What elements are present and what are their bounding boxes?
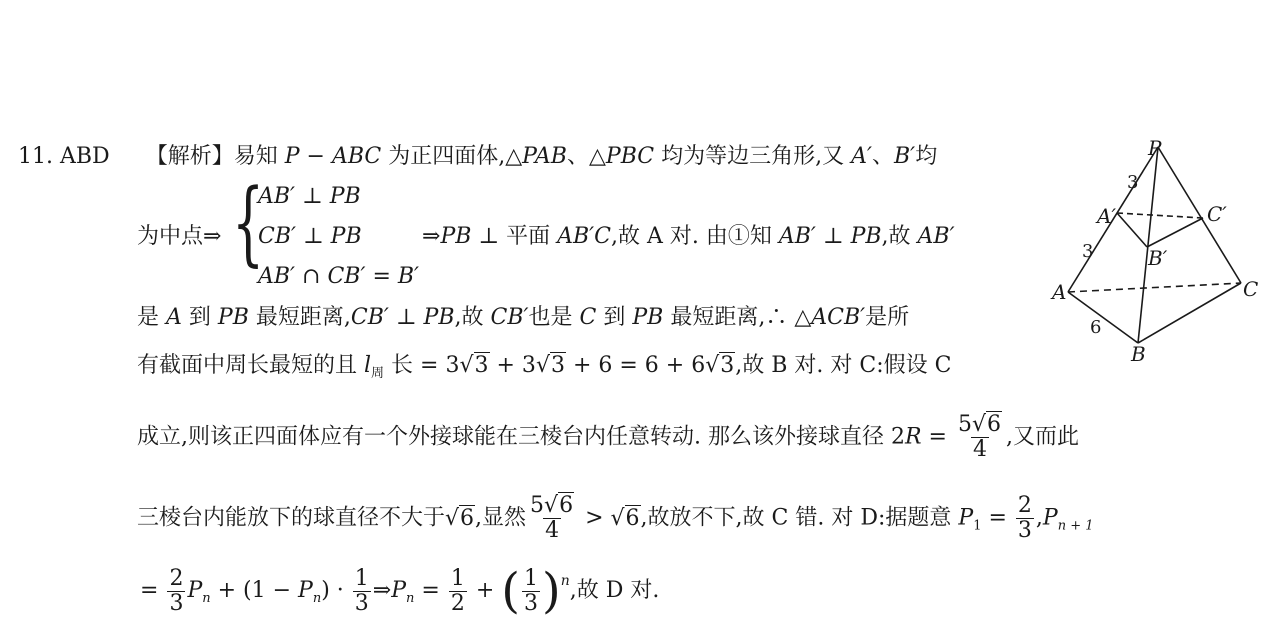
fraction: [167, 567, 185, 616]
subscript: n: [312, 591, 322, 606]
math-segment: PBC: [605, 144, 655, 169]
system-brace: {: [232, 169, 265, 276]
text-segment: +: [468, 578, 502, 603]
subscript: 1: [973, 518, 982, 534]
system-eq-3: AB′ ∩ CB′ = B′: [258, 264, 420, 289]
right-paren: ): [542, 563, 561, 619]
left-paren: (: [501, 563, 520, 619]
radicand: 3: [720, 353, 735, 378]
text-segment: ,: [1035, 505, 1043, 531]
fraction: $\frac{5√6}{4}$: [530, 493, 574, 543]
text-segment: ⊥ 平面: [471, 224, 558, 249]
math-segment: P: [187, 578, 203, 603]
subscript: n: [406, 591, 415, 606]
denominator: 4: [973, 437, 987, 462]
math-segment: PB: [632, 305, 664, 330]
radicand: 6: [460, 505, 475, 531]
text-segment: ,故 A 对. 由①知: [610, 224, 779, 249]
math-segment: P: [284, 144, 300, 169]
text-segment: 最短距离,∴ △: [663, 305, 812, 330]
text-segment: 成立,则该正四面体应有一个外接球能在三棱台内任意转动. 那么该外接球直径 2: [137, 424, 905, 450]
math-segment: AB′ ⊥ PB: [778, 224, 882, 249]
problem-line-4: [137, 351, 951, 389]
text-segment: =: [414, 578, 447, 603]
text-segment: =: [921, 424, 954, 450]
edge-PB: [1138, 147, 1158, 343]
text-segment: ⇒: [422, 224, 441, 249]
problem-line-3: [137, 303, 909, 333]
length-AprimeA: 3: [1082, 241, 1094, 262]
label-C: C: [1243, 277, 1259, 301]
superscript: n: [560, 573, 570, 589]
text-segment: 易知: [233, 144, 285, 169]
label-P: P: [1148, 136, 1162, 160]
denominator: 3: [354, 590, 369, 616]
math-segment: P: [298, 578, 313, 603]
denominator: 4: [545, 518, 560, 543]
math-segment: PB: [440, 224, 472, 249]
text-segment: ,故 D 对.: [569, 578, 660, 603]
text-segment: + 6 = 6 + 6: [565, 353, 706, 378]
sqrt: √3: [705, 353, 735, 378]
math-segment: l: [364, 353, 372, 378]
math-segment: P: [391, 578, 407, 603]
numerator: 1: [450, 565, 465, 591]
problem-line-1: [18, 142, 937, 172]
denominator: 3: [1017, 518, 1032, 543]
length-PAprime: 3: [1127, 172, 1139, 193]
label-A: A: [1052, 280, 1067, 304]
math-segment: R: [904, 424, 922, 450]
subscript: 周: [371, 366, 385, 381]
label-A-prime: A′: [1097, 204, 1116, 228]
text-segment: 三棱台内能放下的球直径不大于: [137, 505, 446, 531]
math-segment: P: [958, 505, 974, 531]
sqrt: √6: [445, 505, 475, 531]
text-segment: ,故: [454, 305, 491, 330]
text-segment: 、△: [566, 144, 606, 169]
numerator: 2: [1017, 493, 1032, 518]
fraction: [522, 567, 540, 616]
text-segment: ⇒: [372, 578, 392, 603]
text-segment: ,故: [881, 224, 918, 249]
edge-PC: [1158, 147, 1241, 283]
text-segment: 到: [596, 305, 633, 330]
radicand: 6: [625, 505, 640, 531]
math-segment: AB′C: [557, 224, 611, 249]
analysis-bracket: 【解析】: [145, 144, 234, 169]
math-segment: C: [579, 305, 597, 330]
text-segment: 均: [915, 144, 938, 169]
fraction: [1016, 494, 1034, 543]
edge-BprimeCprime: [1147, 218, 1203, 247]
numerator: 5: [957, 412, 972, 437]
text-segment: 长 = 3: [384, 353, 460, 378]
radicand: 6: [987, 412, 1002, 437]
edge-AprimeBprime: [1117, 213, 1147, 247]
denominator: 3: [169, 590, 184, 616]
problem-line-6: [137, 494, 1094, 543]
text-segment: 是: [137, 305, 166, 330]
text-segment: 均为等边三角形,又: [654, 144, 852, 169]
denominator: 3: [524, 590, 538, 616]
fraction: [353, 567, 371, 616]
text-segment: ,故 B 对. 对 C:假设 C: [735, 353, 952, 378]
numerator: 1: [524, 565, 538, 591]
edge-AprimeCprime-hidden: [1117, 213, 1203, 218]
text-segment: 、: [872, 144, 895, 169]
text-segment: 到: [181, 305, 218, 330]
label-C-prime: C′: [1207, 202, 1227, 226]
tetrahedron-figure: [1050, 135, 1265, 365]
text-segment: 也是: [528, 305, 580, 330]
text-segment: + 3: [489, 353, 536, 378]
text-segment: 有截面中周长最短的且: [137, 353, 364, 378]
numerator: 5: [530, 493, 545, 518]
text-segment: 为中点⇒: [137, 224, 222, 249]
text-segment: + (1 −: [210, 578, 299, 603]
subscript: n: [202, 591, 211, 606]
label-B: B: [1131, 342, 1146, 365]
radicand: 6: [559, 493, 574, 518]
fraction: [449, 567, 467, 616]
math-segment: PAB: [522, 144, 567, 169]
math-segment: −: [299, 144, 332, 169]
math-segment: CB′: [490, 305, 529, 330]
system-eq-2: CB′ ⊥ PB: [258, 224, 362, 249]
text-segment: ,故放不下,故 C 错. 对 D:据题意: [640, 505, 959, 531]
sqrt: √3: [535, 353, 565, 378]
problem-line-5: [137, 413, 1079, 462]
edge-AC-hidden: [1068, 283, 1241, 292]
system-eq-1: AB′ ⊥ PB: [258, 184, 361, 209]
numerator: 2: [169, 565, 184, 591]
math-segment: CB′ ⊥ PB: [350, 305, 455, 330]
length-AB: 6: [1090, 317, 1102, 338]
text-segment: >: [578, 505, 611, 531]
math-segment: P: [1042, 505, 1058, 531]
edge-BC: [1138, 283, 1241, 343]
radicand: 3: [550, 353, 565, 378]
math-segment: ACB′: [811, 305, 866, 330]
math-segment: AB′: [917, 224, 955, 249]
math-segment: ABC: [331, 144, 382, 169]
fraction: $\frac{5√6}{4}$: [957, 412, 1002, 462]
problem-line-2-rest: [422, 222, 955, 252]
sqrt: √6: [610, 505, 640, 531]
text-segment: 是所: [865, 305, 910, 330]
radicand: 3: [474, 353, 489, 378]
math-segment: B′: [894, 144, 916, 169]
text-segment: ,又而此: [1006, 424, 1080, 450]
subscript: n + 1: [1057, 518, 1094, 534]
label-B-prime: B′: [1148, 246, 1168, 270]
text-segment: ) ·: [321, 578, 351, 603]
sqrt: √3: [459, 353, 489, 378]
problem-number: 11. ABD: [18, 144, 110, 169]
text-segment: =: [140, 578, 166, 603]
text-segment: ,显然: [475, 505, 527, 531]
problem-line-2-lead: [137, 222, 221, 252]
text-segment: 最短距离,: [248, 305, 351, 330]
problem-line-7: [140, 563, 660, 619]
text-segment: 为正四面体,△: [381, 144, 523, 169]
math-segment: PB: [217, 305, 249, 330]
numerator: 1: [354, 565, 369, 591]
edge-AB: [1068, 292, 1138, 343]
text-segment: =: [981, 505, 1014, 531]
math-segment: A: [166, 305, 182, 330]
denominator: 2: [450, 590, 465, 616]
math-segment: A′: [851, 144, 872, 169]
